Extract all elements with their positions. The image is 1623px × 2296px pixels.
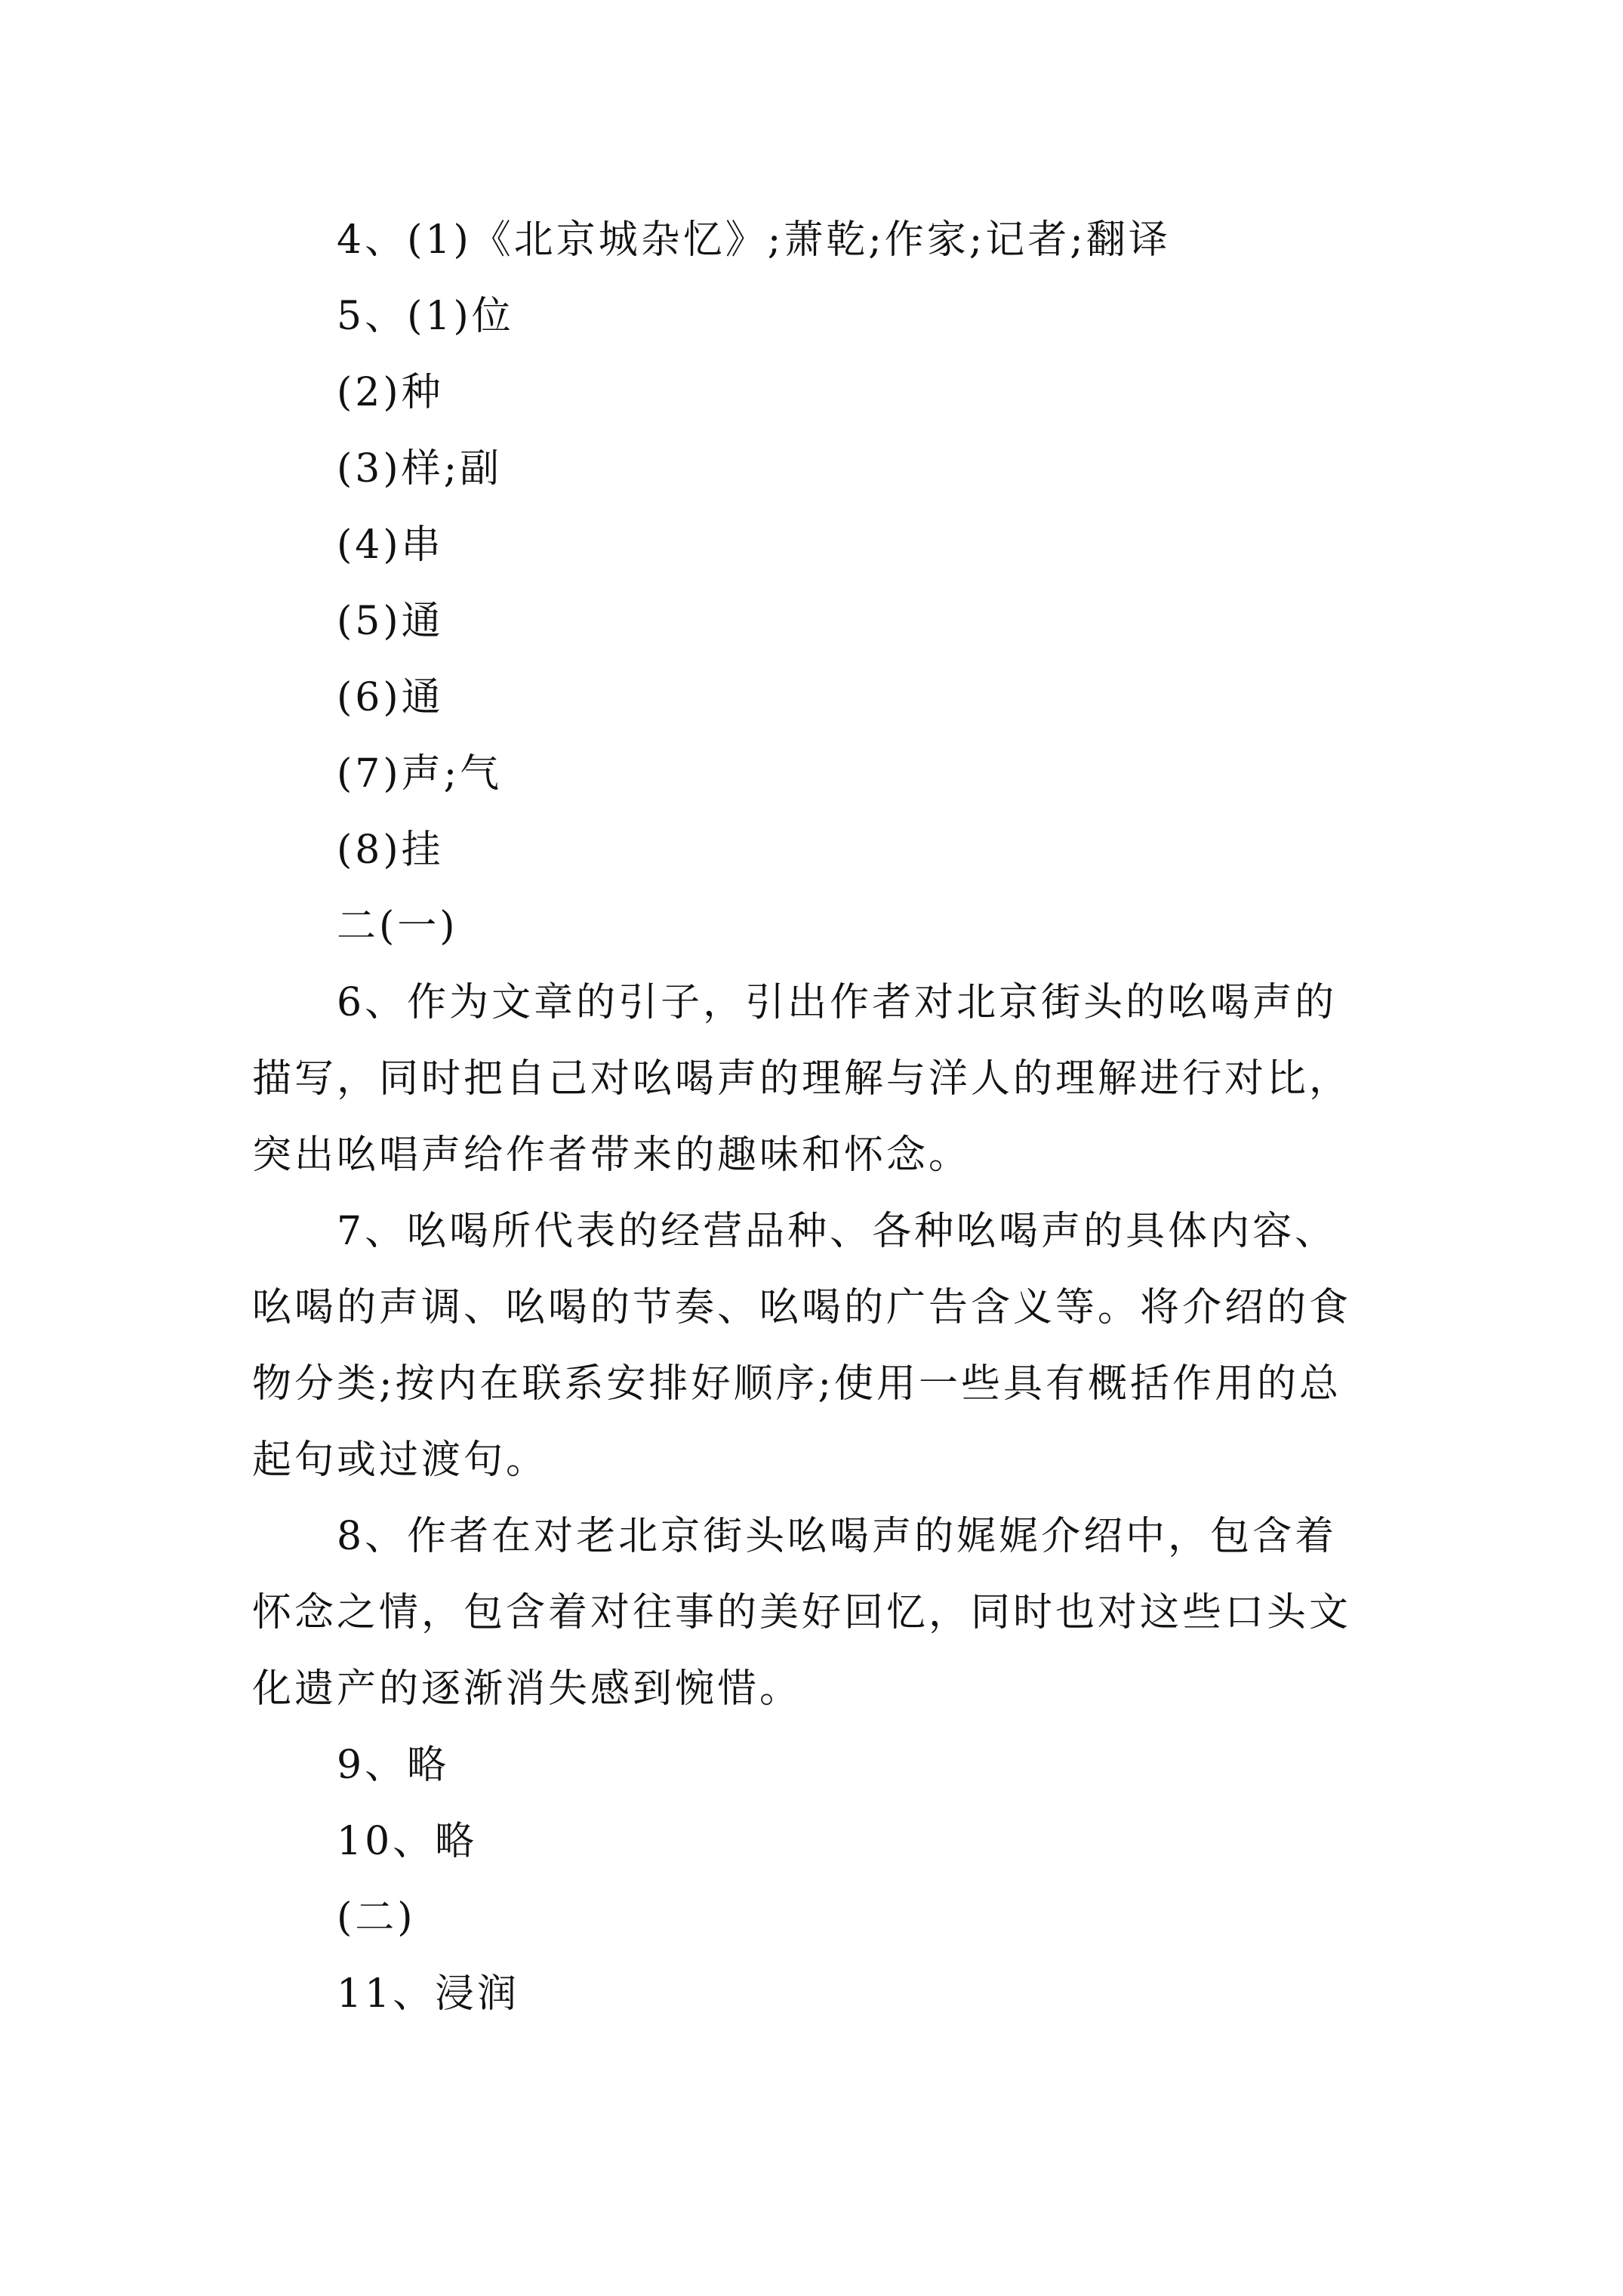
answer-5-6: (6)通: [337, 675, 444, 720]
answer-7-line-3: 物分类;按内在联系安排好顺序;使用一些具有概括作用的总: [252, 1361, 1342, 1407]
answer-5-3: (3)样;副: [337, 446, 503, 492]
answer-7-line-2: 吆喝的声调、吆喝的节奏、吆喝的广告含义等。将介绍的食: [252, 1285, 1352, 1330]
answer-5-1: 5、(1)位: [337, 294, 514, 339]
answer-5-5: (5)通: [337, 599, 444, 644]
answer-10: 10、略: [337, 1819, 478, 1864]
answer-6-line-3: 突出吆唱声给作者带来的趣味和怀念。: [252, 1133, 972, 1178]
answer-7-line-4: 起句或过渡句。: [252, 1438, 549, 1483]
answer-8-line-1: 8、作者在对老北京街头吆喝声的娓娓介绍中，包含着: [337, 1514, 1338, 1559]
answer-6-line-2: 描写，同时把自己对吆喝声的理解与洋人的理解进行对比，: [252, 1056, 1352, 1102]
answer-text: [252, 202, 1400, 2032]
answer-5-7: (7)声;气: [337, 751, 503, 797]
section-heading-2-1: 二(一): [337, 904, 458, 949]
answer-6-line-1: 6、作为文章的引子，引出作者对北京街头的吆喝声的: [337, 980, 1338, 1025]
answer-5-2: (2)种: [337, 370, 444, 415]
answer-8-line-3: 化遗产的逐渐消失感到惋惜。: [252, 1666, 802, 1712]
answer-11: 11、浸润: [337, 1971, 520, 2017]
answer-5-8: (8)挂: [337, 827, 444, 873]
answer-5-4: (4)串: [337, 522, 444, 568]
section-heading-2: (二): [337, 1895, 416, 1940]
answer-7-line-1: 7、吆喝所代表的经营品种、各种吆喝声的具体内容、: [337, 1209, 1338, 1254]
answer-8-line-2: 怀念之情，包含着对往事的美好回忆，同时也对这些口头文: [252, 1590, 1352, 1635]
answer-9: 9、略: [337, 1743, 450, 1788]
answer-4: 4、(1)《北京城杂忆》;萧乾;作家;记者;翻译: [337, 217, 1171, 263]
